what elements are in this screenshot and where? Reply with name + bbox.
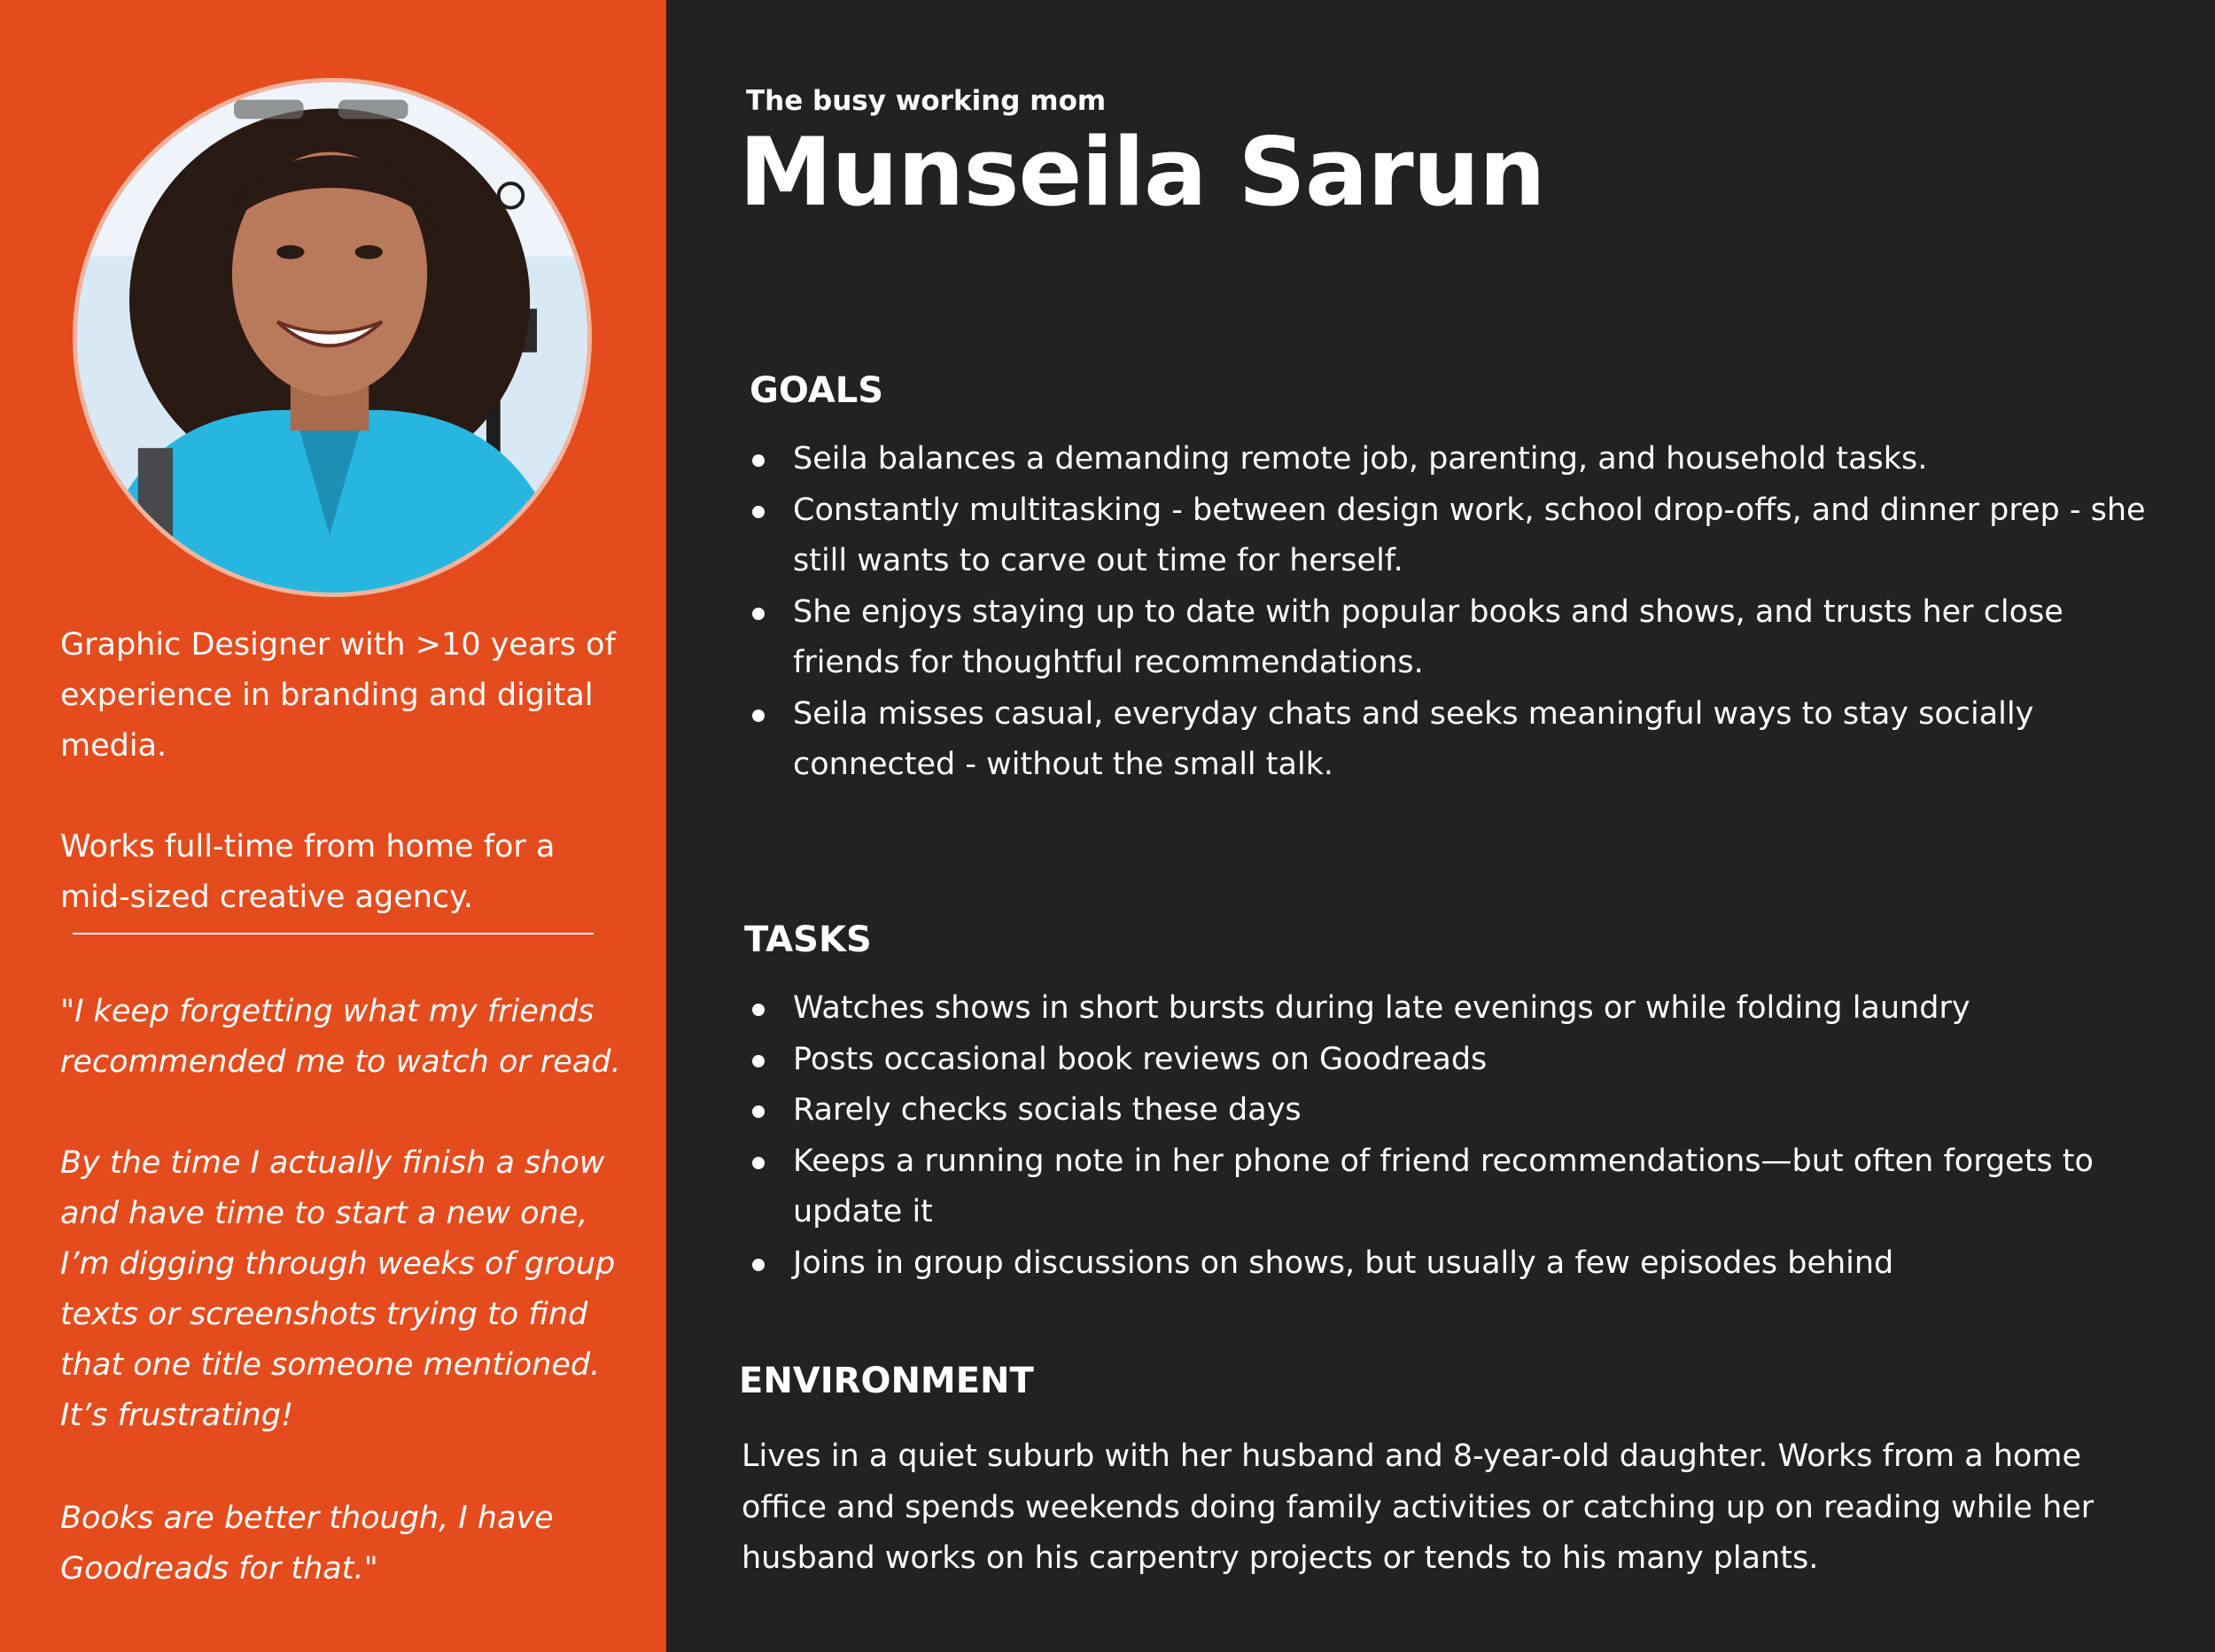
list-item: Seila balances a demanding remote job, parenting, and household tasks.: [747, 434, 2147, 485]
environment-text: Lives in a quiet suburb with her husband and 8-year-old daughter. Works from a home office and spends weekends doing family activities or catching up on reading while her husband works on his carpentry projects or tends to his many plants.: [742, 1439, 2095, 1576]
goals-list: [747, 434, 2147, 791]
persona-main: [666, 0, 2215, 1652]
divider: [73, 933, 594, 935]
quote-paragraph: Books are better though, I have Goodreads for that.": [60, 1501, 554, 1586]
avatar: [73, 78, 592, 597]
tasks-heading: TASKS: [744, 919, 872, 960]
quote-paragraph: By the time I actually finish a show and have time to start a new one, I’m digging through weeks of group texts or screenshots trying to find that one title someone mentioned. It’s frustrating!: [60, 1145, 616, 1433]
persona-name: Munseila Sarun: [739, 118, 1545, 227]
persona-tagline: The busy working mom: [746, 85, 1107, 117]
list-item: Seila misses casual, everyday chats and seeks meaningful ways to stay socially connected - without the small talk.: [747, 689, 2147, 791]
goals-heading: GOALS: [750, 370, 884, 411]
environment-heading: ENVIRONMENT: [739, 1361, 1034, 1401]
list-item: Watches shows in short bursts during late evenings or while folding laundry: [747, 983, 2147, 1035]
bio-role: Graphic Designer with >10 years of experience in branding and digital media.: [60, 627, 616, 764]
list-item: Keeps a running note in her phone of friend recommendations—but often forgets to update it: [747, 1136, 2147, 1238]
bio-work: Works full-time from home for a mid-sized creative agency.: [60, 829, 556, 915]
persona-sidebar: [0, 0, 666, 1652]
list-item: Constantly multitasking - between design work, school drop-offs, and dinner prep - she still wants to carve out time for herself.: [747, 485, 2147, 587]
list-item: She enjoys staying up to date with popular books and shows, and trusts her close friends for thoughtful recommendations.: [747, 587, 2147, 689]
list-item: Posts occasional book reviews on Goodreads: [747, 1035, 2147, 1086]
portrait-illustration: [77, 82, 587, 593]
list-item: Joins in group discussions on shows, but usually a few episodes behind: [747, 1238, 2147, 1290]
quote-paragraph: "I keep forgetting what my friends recommended me to watch or read.: [60, 994, 621, 1080]
list-item: Rarely checks socials these days: [747, 1085, 2147, 1136]
tasks-list: [747, 983, 2147, 1289]
